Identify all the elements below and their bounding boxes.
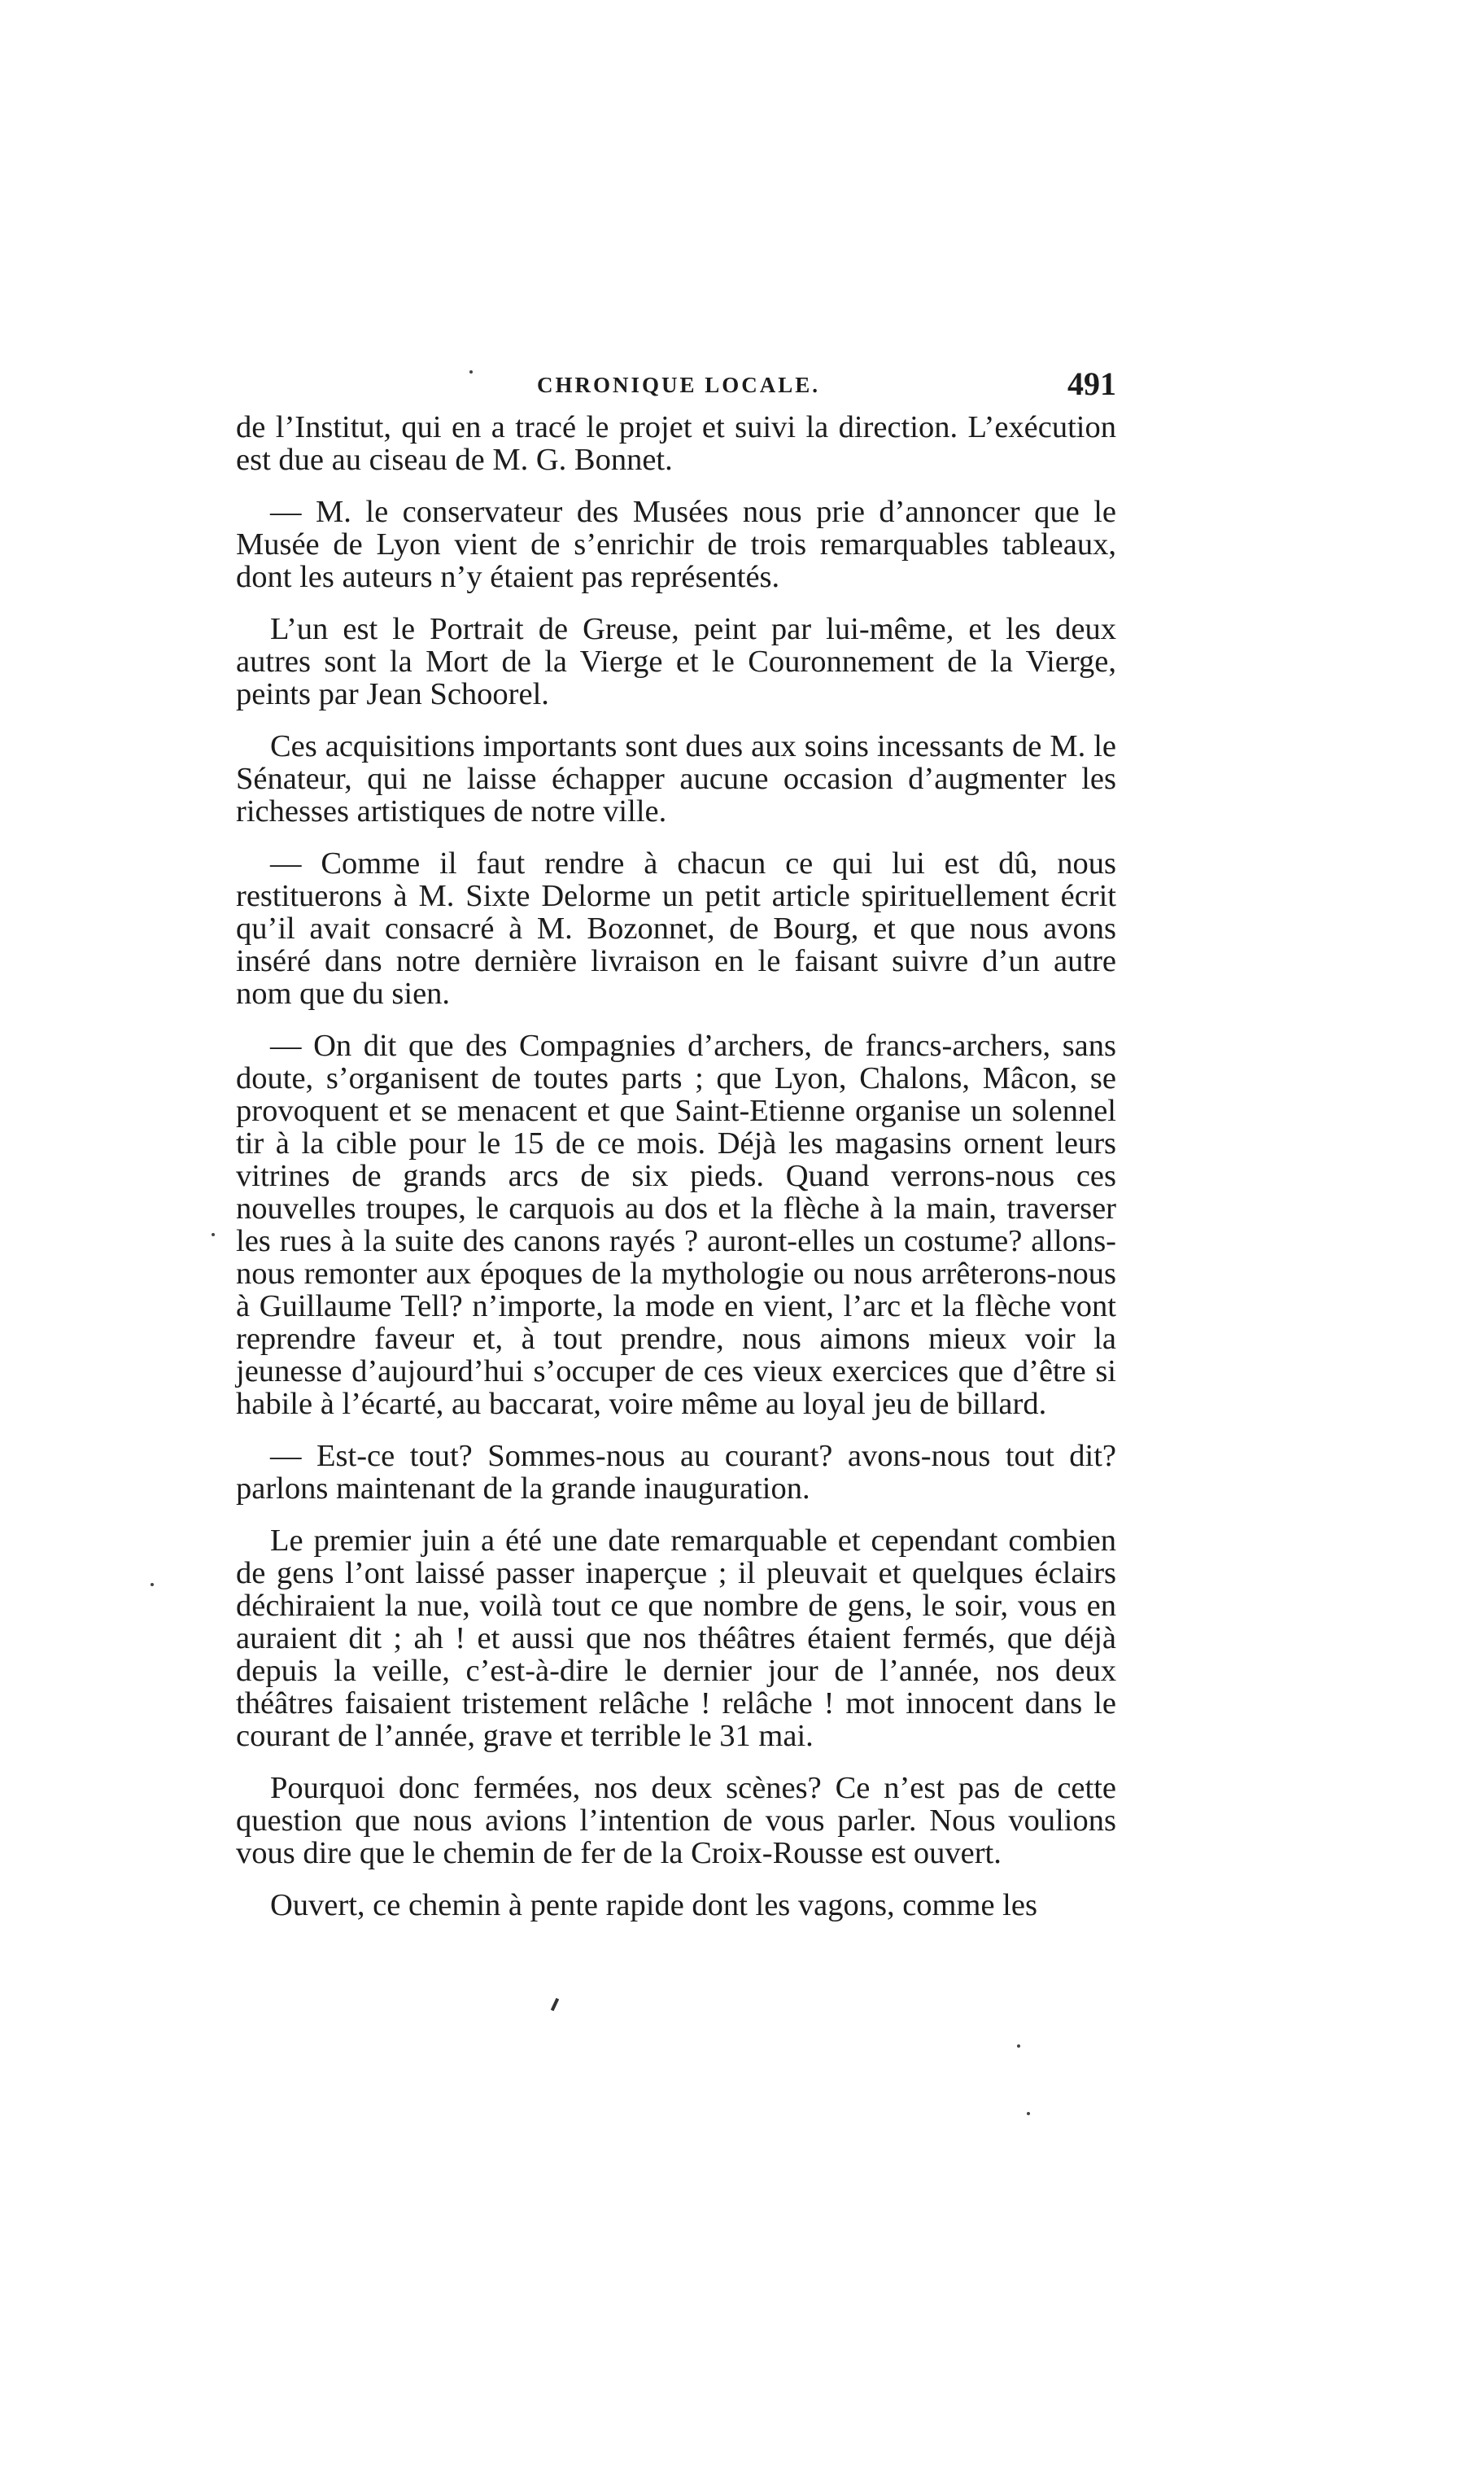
- paragraph-9: Pourquoi donc fermées, nos deux scènes? Ce n’est pas de cette question que nous avions l’intention de vous parler. Nous voulions vous dire que le chemin de fer de la Croix-Rousse est ouvert.: [236, 1771, 1116, 1870]
- paragraph-2: — M. le conservateur des Musées nous prie d’annoncer que le Musée de Lyon vient de s’enrichir de trois remarquables tableaux, dont les auteurs n’y étaient pas représentés.: [236, 495, 1116, 594]
- print-speck: [212, 1233, 215, 1236]
- paragraph-3: L’un est le Portrait de Greuse, peint par lui-même, et les deux autres sont la Mort de la Vierge et le Couronnement de la Vierge, peints par Jean Schoorel.: [236, 612, 1116, 711]
- page-number: 491: [1067, 365, 1116, 402]
- print-speck: [1027, 2112, 1030, 2115]
- paragraph-6: — On dit que des Compagnies d’archers, de francs-archers, sans doute, s’organisent de toutes parts ; que Lyon, Chalons, Mâcon, se provoquent et se menacent et que Saint-Etienne organise un solennel tir à la cible pour le 15 de ce mois. Déjà les magasins ornent leurs vitrines de grands arcs de six pieds. Quand verrons-nous ces nouvelles troupes, le carquois au dos et la flèche à la main, traverser les rues à la suite des canons rayés ? auront-elles un costume? allons-nous remonter aux époques de la mythologie ou nous arrêterons-nous à Guillaume Tell? n’importe, la mode en vient, l’arc et la flèche vont reprendre faveur et, à tout prendre, nous aimons mieux voir la jeunesse d’aujourd’hui s’occuper de ces vieux exercices que d’être si habile à l’écarté, au baccarat, voire même au loyal jeu de billard.: [236, 1029, 1116, 1421]
- paragraph-5: — Comme il faut rendre à chacun ce qui lui est dû, nous restituerons à M. Sixte Delorme un petit article spirituellement écrit qu’il avait consacré à M. Bozonnet, de Bourg, et que nous avons inséré dans notre dernière livraison en le faisant suivre d’un autre nom que du sien.: [236, 846, 1116, 1011]
- print-tick-mark: [551, 1998, 559, 2011]
- print-speck: [469, 370, 473, 374]
- print-speck: [151, 1583, 154, 1586]
- paragraph-10: Ouvert, ce chemin à pente rapide dont les vagons, comme les: [270, 1888, 1037, 1922]
- paragraph-7: — Est-ce tout? Sommes-nous au courant? avons-nous tout dit? parlons maintenant de la grande inauguration.: [236, 1439, 1116, 1506]
- paragraph-4: Ces acquisitions importants sont dues aux soins incessants de M. le Sénateur, qui ne laisse échapper aucune occasion d’augmenter les richesses artistiques de notre ville.: [236, 729, 1116, 829]
- running-title: CHRONIQUE LOCALE.: [537, 373, 821, 397]
- paragraph-1: de l’Institut, qui en a tracé le projet et suivi la direction. L’exécution est due au ciseau de M. G. Bonnet.: [236, 410, 1116, 477]
- print-speck: [1017, 2044, 1020, 2048]
- paragraph-8: Le premier juin a été une date remarquable et cependant combien de gens l’ont laissé passer inaperçue ; il pleuvait et quelques éclairs déchiraient la nue, voilà tout ce que nombre de gens, le soir, vous en auraient dit ; ah ! et aussi que nos théâtres étaient fermés, que déjà depuis la veille, c’est-à-dire le dernier jour de l’année, nos deux théâtres faisaient tristement relâche ! relâche ! mot innocent dans le courant de l’année, grave et terrible le 31 mai.: [236, 1524, 1116, 1753]
- text-body: [236, 411, 1116, 1941]
- running-head: [236, 365, 1116, 413]
